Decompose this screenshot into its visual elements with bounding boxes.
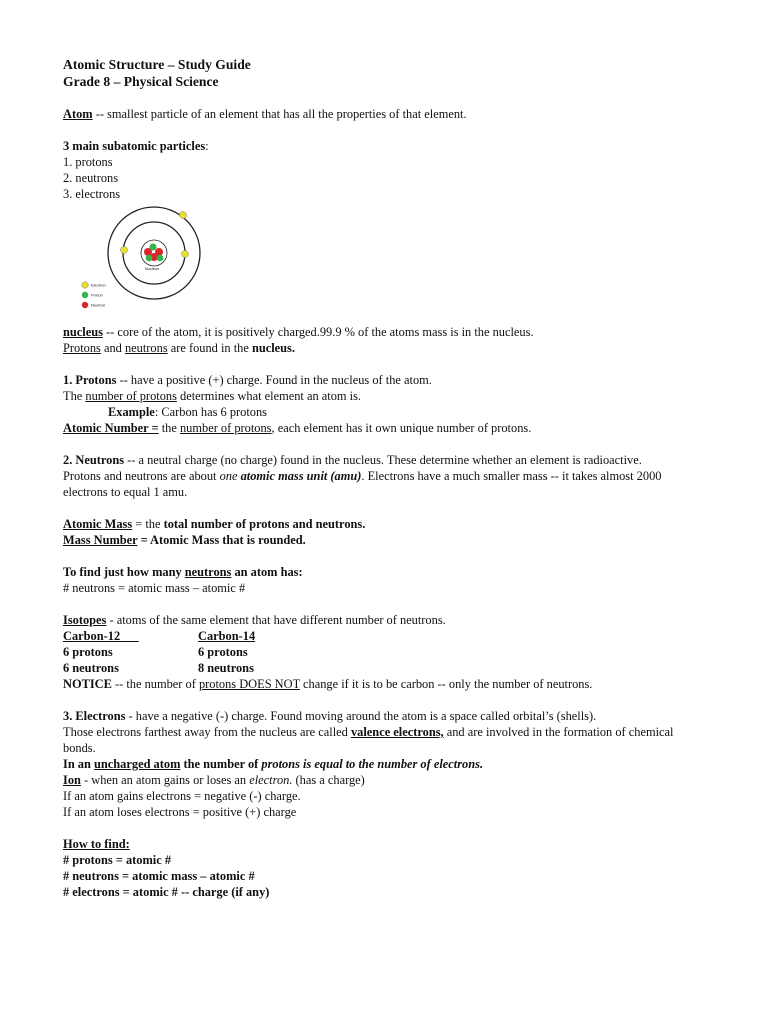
how-to-find-heading: How to find: bbox=[63, 837, 130, 851]
proton-particle bbox=[150, 244, 157, 251]
find-neutrons-formula: # neutrons = atomic mass – atomic # bbox=[63, 581, 246, 595]
study-guide-page bbox=[63, 56, 703, 900]
nucleus-contents: Protons and neutrons are found in the nucleus. bbox=[63, 341, 295, 355]
gain-electrons-rule: If an atom gains electrons = negative (-) charge. bbox=[63, 789, 301, 803]
electron-particle bbox=[180, 212, 187, 219]
neutrons-mass: Protons and neutrons are about one atomic mass unit (amu). Electrons have a much smaller mass -- it takes almost 2000 electrons to equal 1 amu. bbox=[63, 469, 662, 499]
atom-diagram bbox=[71, 206, 211, 312]
protons-definition: 1. Protons -- have a positive (+) charge. Found in the nucleus of the atom. bbox=[63, 373, 432, 387]
electrons-definition: 3. Electrons - have a negative (-) charge. Found moving around the atom is a space called orbital’s (shells). bbox=[63, 709, 597, 723]
isotopes-notice: NOTICE -- the number of protons DOES NOT change if it is to be carbon -- only the number of neutrons. bbox=[63, 677, 593, 691]
neutrons-definition: 2. Neutrons -- a neutral charge (no charge) found in the nucleus. These determine whether an element is radioactive. bbox=[63, 453, 642, 467]
atom-definition: Atom -- smallest particle of an element that has all the properties of that element. bbox=[63, 107, 467, 121]
isotopes-definition: Isotopes - atoms of the same element that have different number of neutrons. bbox=[63, 613, 446, 627]
atomic-number-definition: Atomic Number = the number of protons, each element has it own unique number of protons. bbox=[63, 421, 532, 435]
list-item: 1. protons bbox=[63, 155, 113, 169]
legend-electron-swatch bbox=[82, 282, 88, 288]
valence-electrons: Those electrons farthest away from the nucleus are called valence electrons, and are involved in the formation of chemical bonds. bbox=[63, 725, 674, 755]
list-item: # protons = atomic # bbox=[63, 853, 172, 867]
list-item: # electrons = atomic # -- charge (if any) bbox=[63, 885, 270, 899]
carbon-14-header: Carbon-14 bbox=[198, 629, 256, 643]
isotopes-table-header bbox=[63, 628, 703, 644]
legend-neutron-label: Neutron bbox=[91, 302, 106, 308]
legend-neutron-swatch bbox=[82, 302, 88, 308]
protons-example: Example: Carbon has 6 protons bbox=[108, 405, 268, 419]
electron-particle bbox=[121, 247, 128, 254]
nucleus-definition: nucleus -- core of the atom, it is positively charged.99.9 % of the atoms mass is in the nucleus. bbox=[63, 325, 534, 339]
atomic-mass-definition: Atomic Mass = the total number of protons and neutrons. bbox=[63, 517, 366, 531]
page-title: Atomic Structure – Study Guide bbox=[63, 57, 251, 72]
legend-proton-label: Proton bbox=[91, 292, 103, 298]
table-row: 6 protons 6 protons bbox=[63, 645, 248, 659]
list-item: 3. electrons bbox=[63, 187, 121, 201]
find-neutrons-heading: To find just how many neutrons an atom has: bbox=[63, 565, 303, 579]
table-row: 6 neutrons 8 neutrons bbox=[63, 661, 254, 675]
legend-proton-swatch bbox=[82, 292, 88, 298]
protons-element-rule: The number of protons determines what element an atom is. bbox=[63, 389, 362, 403]
carbon-12-header: Carbon-12 bbox=[63, 629, 139, 643]
list-item: # neutrons = atomic mass – atomic # bbox=[63, 869, 255, 883]
proton-particle bbox=[157, 255, 164, 262]
electron-particle bbox=[182, 251, 189, 258]
list-item: 2. neutrons bbox=[63, 171, 119, 185]
legend-electron-label: Electron bbox=[91, 282, 106, 288]
mass-number-definition: Mass Number = Atomic Mass that is rounded. bbox=[63, 533, 306, 547]
particles-heading: 3 main subatomic particles: bbox=[63, 139, 209, 153]
proton-particle bbox=[146, 255, 153, 262]
lose-electrons-rule: If an atom loses electrons = positive (+) charge bbox=[63, 805, 297, 819]
ion-definition: Ion - when an atom gains or loses an electron. (has a charge) bbox=[63, 773, 365, 787]
page-subtitle: Grade 8 – Physical Science bbox=[63, 74, 219, 89]
uncharged-atom-rule: In an uncharged atom the number of protons is equal to the number of electrons. bbox=[63, 757, 484, 771]
nucleus-label: Nucleus bbox=[144, 266, 160, 271]
